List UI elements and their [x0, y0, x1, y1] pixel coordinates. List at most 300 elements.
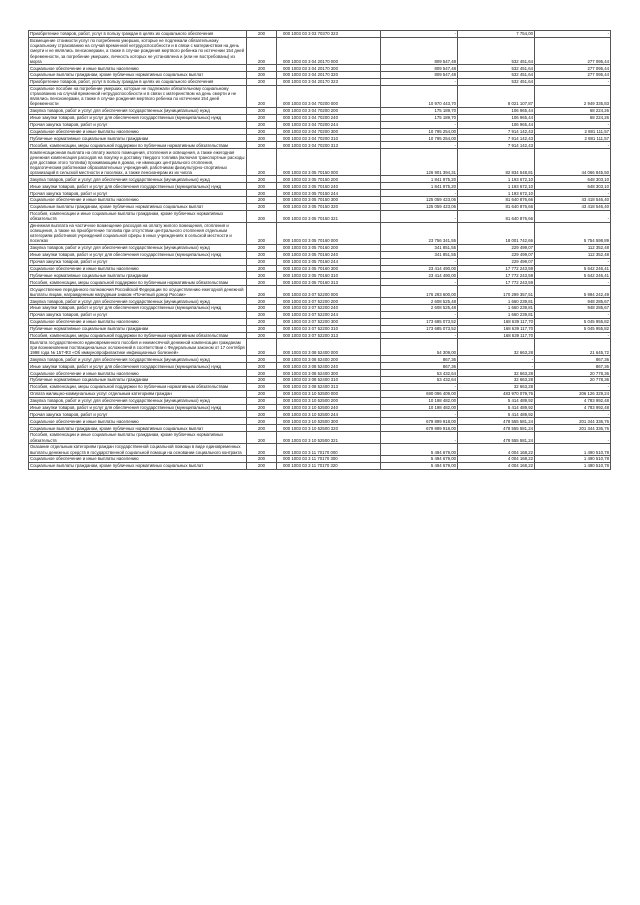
row-code-cell: 200 — [247, 251, 277, 258]
row-name-cell: Иные закупки товаров, работ и услуг для обеспечения государственных (муниципальных) нужд — [29, 251, 247, 258]
row-remaining-cell: - — [535, 78, 611, 85]
row-remaining-cell: 112 352,48 — [535, 244, 611, 251]
row-code-cell: 200 — [247, 356, 277, 363]
row-name-cell: Пособия, компенсации, меры социальной поддержки по публичным нормативным обязательствам — [29, 142, 247, 149]
row-code-cell: 200 — [247, 85, 277, 107]
row-name-cell: Иные закупки товаров, работ и услуг для обеспечения государственных (муниципальных) нужд — [29, 404, 247, 411]
row-approved-cell: 10 198 482,00 — [381, 404, 458, 411]
row-executed-cell: 532 451,64 — [458, 72, 535, 79]
row-executed-cell: 483 970 079,76 — [458, 390, 535, 397]
row-code-cell: 200 — [247, 72, 277, 79]
table-row — [29, 128, 611, 135]
row-name-cell: Иные закупки товаров, работ и услуг для обеспечения государственных (муниципальных) нужд — [29, 183, 247, 190]
row-remaining-cell: 4 783 992,48 — [535, 397, 611, 404]
row-code-cell: 200 — [247, 107, 277, 114]
row-classification-cell: 000 1003 03 3 11 70170 300 — [277, 456, 381, 463]
row-classification-cell: 000 1003 03 3 04 70200 313 — [277, 142, 381, 149]
row-code-cell: 200 — [247, 114, 277, 121]
row-remaining-cell: 1 490 510,78 — [535, 444, 611, 456]
row-approved-cell: - — [381, 210, 458, 222]
row-classification-cell: 000 1003 03 3 10 52500 200 — [277, 397, 381, 404]
table-row — [29, 121, 611, 128]
row-classification-cell: 000 1003 03 3 10 52500 321 — [277, 432, 381, 444]
row-name-cell: Прочая закупка товаров, работ и услуг — [29, 121, 247, 128]
row-name-cell: Закупка товаров, работ и услуг для обеспечения государственных (муниципальных) нужд — [29, 176, 247, 183]
row-executed-cell: 229 499,07 — [458, 258, 535, 265]
row-code-cell: 200 — [247, 183, 277, 190]
row-classification-cell: 000 1003 03 3 05 70150 321 — [277, 210, 381, 222]
row-classification-cell: 000 1003 03 3 08 52400 000 — [277, 339, 381, 356]
row-executed-cell: 17 772 243,59 — [458, 279, 535, 286]
row-executed-cell: 32 663,28 — [458, 377, 535, 384]
budget-execution-table — [28, 30, 611, 470]
row-approved-cell: 53 432,64 — [381, 370, 458, 377]
row-name-cell: Иные закупки товаров, работ и услуг для обеспечения государственных (муниципальных) нужд — [29, 305, 247, 312]
row-approved-cell: 175 189,70 — [381, 114, 458, 121]
row-classification-cell: 000 1003 03 3 05 70150 300 — [277, 197, 381, 204]
row-code-cell: 200 — [247, 456, 277, 463]
row-approved-cell: - — [381, 258, 458, 265]
row-name-cell: Закупка товаров, работ и услуг для обеспечения государственных (муниципальных) нужд — [29, 244, 247, 251]
table-row — [29, 318, 611, 325]
table-row — [29, 311, 611, 318]
row-classification-cell: 000 1003 03 3 05 70150 240 — [277, 183, 381, 190]
row-code-cell: 200 — [247, 78, 277, 85]
row-classification-cell: 000 1003 03 3 03 70370 323 — [277, 31, 381, 38]
row-remaining-cell: 948 285,67 — [535, 305, 611, 312]
table-row — [29, 462, 611, 469]
row-approved-cell: 2 608 525,48 — [381, 298, 458, 305]
row-classification-cell: 000 1003 03 3 08 52400 310 — [277, 377, 381, 384]
row-name-cell: Социальное обеспечение и иные выплаты населению — [29, 128, 247, 135]
table-row — [29, 404, 611, 411]
row-executed-cell: - — [458, 356, 535, 363]
row-name-cell: Социальные выплаты гражданам, кроме публичных нормативных социальных выплат — [29, 72, 247, 79]
row-classification-cell: 000 1003 03 3 05 70150 000 — [277, 149, 381, 176]
row-name-cell: Закупка товаров, работ и услуг для обеспечения государственных (муниципальных) нужд — [29, 397, 247, 404]
row-code-cell: 200 — [247, 203, 277, 210]
row-remaining-cell: 43 418 546,40 — [535, 203, 611, 210]
row-executed-cell: 170 299 357,51 — [458, 286, 535, 298]
row-executed-cell: 1 193 672,10 — [458, 190, 535, 197]
row-name-cell: Социальное обеспечение и иные выплаты населению — [29, 370, 247, 377]
row-remaining-cell: 5 045 955,82 — [535, 325, 611, 332]
table-row — [29, 339, 611, 356]
row-remaining-cell: - — [535, 311, 611, 318]
row-executed-cell: 4 004 168,22 — [458, 456, 535, 463]
row-classification-cell: 000 1003 03 3 04 70200 200 — [277, 107, 381, 114]
row-classification-cell: 000 1003 03 3 07 52200 313 — [277, 332, 381, 339]
row-name-cell: Иные закупки товаров, работ и услуг для обеспечения государственных (муниципальных) нужд — [29, 363, 247, 370]
row-approved-cell: 2 608 525,48 — [381, 305, 458, 312]
row-classification-cell: 000 1003 03 3 07 52200 200 — [277, 298, 381, 305]
table-row — [29, 397, 611, 404]
row-approved-cell: - — [381, 332, 458, 339]
row-remaining-cell: 867,36 — [535, 356, 611, 363]
row-executed-cell: 32 663,28 — [458, 383, 535, 390]
row-remaining-cell: 68 224,26 — [535, 107, 611, 114]
row-code-cell: 200 — [247, 31, 277, 38]
row-code-cell: 200 — [247, 128, 277, 135]
row-name-cell: Пособия, компенсации и иные социальные выплаты гражданам, кроме публичных нормативных обязательств — [29, 432, 247, 444]
row-executed-cell: 4 004 168,22 — [458, 462, 535, 469]
row-approved-cell: 867,36 — [381, 356, 458, 363]
row-name-cell: Пособия, компенсации, меры социальной поддержки по публичным нормативным обязательствам — [29, 383, 247, 390]
row-name-cell: Социальные выплаты гражданам, кроме публичных нормативных социальных выплат — [29, 203, 247, 210]
row-name-cell: Публичные нормативные социальные выплаты гражданам — [29, 135, 247, 142]
row-remaining-cell: - — [535, 332, 611, 339]
row-approved-cell: - — [381, 78, 458, 85]
row-executed-cell: 32 663,28 — [458, 370, 535, 377]
row-name-cell: Прочая закупка товаров, работ и услуг — [29, 190, 247, 197]
row-name-cell: Выплата государственного единовременного пособия и ежемесячной денежной компенсации гражданам при возникновении поствакцинальных осложнений в соответствии с Федеральным законом от 17 сентября 1998 года № 157-ФЗ «Об иммунопрофилактике инфекционных болезней» — [30, 339, 245, 355]
table-row — [29, 31, 611, 38]
table-row — [29, 363, 611, 370]
row-remaining-cell: 2 949 335,83 — [535, 85, 611, 107]
row-approved-cell: 173 685 073,52 — [381, 318, 458, 325]
row-executed-cell: 1 660 239,81 — [458, 298, 535, 305]
row-code-cell: 200 — [247, 377, 277, 384]
table-row — [29, 251, 611, 258]
row-remaining-cell: 277 095,44 — [535, 65, 611, 72]
row-code-cell: 200 — [247, 418, 277, 425]
row-remaining-cell: 1 490 510,78 — [535, 462, 611, 469]
row-classification-cell: 000 1003 03 3 05 70160 000 — [277, 222, 381, 244]
row-approved-cell: - — [381, 432, 458, 444]
row-name-cell: Социальное обеспечение и иные выплаты населению — [29, 456, 247, 463]
row-executed-cell: 7 754,00 — [458, 31, 535, 38]
row-code-cell: 200 — [247, 190, 277, 197]
row-code-cell: 200 — [247, 404, 277, 411]
row-approved-cell: 23 756 341,55 — [381, 222, 458, 244]
row-classification-cell: 000 1003 03 3 11 70170 320 — [277, 462, 381, 469]
row-code-cell: 200 — [247, 65, 277, 72]
row-classification-cell: 000 1003 03 3 05 70160 300 — [277, 265, 381, 272]
row-executed-cell: 478 555 581,24 — [458, 425, 535, 432]
row-executed-cell: 1 660 239,81 — [458, 305, 535, 312]
row-approved-cell: 10 795 254,00 — [381, 135, 458, 142]
row-approved-cell: 679 899 918,00 — [381, 418, 458, 425]
row-executed-cell: 7 914 142,43 — [458, 128, 535, 135]
row-approved-cell: 23 414 490,00 — [381, 272, 458, 279]
row-remaining-cell: 867,36 — [535, 363, 611, 370]
row-executed-cell: 82 834 548,81 — [458, 149, 535, 176]
table-row — [29, 332, 611, 339]
row-executed-cell: 7 914 142,43 — [458, 135, 535, 142]
table-row — [29, 244, 611, 251]
row-classification-cell: 000 1003 03 3 04 20170 000 — [277, 37, 381, 64]
row-classification-cell: 000 1003 03 3 11 70170 000 — [277, 444, 381, 456]
table-row — [29, 272, 611, 279]
row-approved-cell: 126 901 394,31 — [381, 149, 458, 176]
row-name-cell: Оказание отдельным категориям граждан государственной социальной помощи в виде единовременных выплаты денежных средств в государственной социальной помощи на основании социального контракта — [29, 444, 247, 456]
table-row — [29, 456, 611, 463]
row-approved-cell: - — [381, 121, 458, 128]
row-name-cell: Социальные выплаты гражданам, кроме публичных нормативных социальных выплат — [29, 462, 247, 469]
row-executed-cell: 4 004 168,22 — [458, 444, 535, 456]
row-executed-cell: 8 021 107,87 — [458, 85, 535, 107]
row-classification-cell: 000 1003 03 3 08 52400 200 — [277, 356, 381, 363]
row-executed-cell: 168 639 117,70 — [458, 332, 535, 339]
row-name-cell: Закупка товаров, работ и услуг для обеспечения государственных (муниципальных) нужд — [29, 298, 247, 305]
row-remaining-cell: 5 642 246,41 — [535, 272, 611, 279]
row-approved-cell: 23 414 490,00 — [381, 265, 458, 272]
row-classification-cell: 000 1003 03 3 04 70200 300 — [277, 128, 381, 135]
row-executed-cell: 532 451,64 — [458, 37, 535, 64]
row-approved-cell: - — [381, 311, 458, 318]
row-classification-cell: 000 1003 03 3 04 70200 000 — [277, 85, 381, 107]
row-remaining-cell: 112 352,48 — [535, 251, 611, 258]
row-code-cell: 200 — [247, 272, 277, 279]
row-approved-cell: 10 970 443,70 — [381, 85, 458, 107]
row-remaining-cell: 948 285,67 — [535, 298, 611, 305]
row-code-cell: 200 — [247, 425, 277, 432]
row-executed-cell: 7 914 142,43 — [458, 142, 535, 149]
table-row — [29, 390, 611, 397]
row-executed-cell: 478 555 581,24 — [458, 432, 535, 444]
row-executed-cell: 1 660 239,81 — [458, 311, 535, 318]
row-code-cell: 200 — [247, 197, 277, 204]
row-classification-cell: 000 1003 03 3 10 52500 244 — [277, 411, 381, 418]
row-name-cell: Возмещение стоимости услуг по погребению умерших, которые не подлежали обязательному социальному страхованию на случай временной нетрудоспособности и в связи с материнством на день смерти и не являлись пенсионерами, а также в случае рождения мертвого ребенка по истечении 154 дней беременности, за погребение умерших, личность которых не установлена и (или не востребованы) из морга — [29, 37, 247, 64]
row-classification-cell: 000 1003 03 3 10 52500 300 — [277, 418, 381, 425]
row-remaining-cell: 201 344 336,76 — [535, 418, 611, 425]
row-approved-cell: 867,36 — [381, 363, 458, 370]
row-classification-cell: 000 1003 03 3 05 70150 200 — [277, 176, 381, 183]
row-approved-cell: 809 547,48 — [381, 65, 458, 72]
table-row — [29, 418, 611, 425]
row-approved-cell: 690 096 409,00 — [381, 390, 458, 397]
row-approved-cell: - — [381, 31, 458, 38]
row-code-cell: 200 — [247, 244, 277, 251]
row-classification-cell: 000 1003 03 3 05 70150 244 — [277, 190, 381, 197]
row-remaining-cell: 1 490 510,78 — [535, 456, 611, 463]
row-name-cell: Компенсационная выплата на оплату жилого помещения, отопления и освещения, а также ежегодная денежная компенсация расходов на покупку и доставку твердого топлива (включая транспортные расходы для доставки этого топлива) проживающим в домах, не имеющих центрального отопления, педагогическим работникам образовательных учреждений, работникам физкультурно-спортивных организаций в сельской местности и поселках, а также пенсионерам из их числа — [29, 149, 247, 176]
table-row — [29, 37, 611, 64]
row-classification-cell: 000 1003 03 3 05 70160 244 — [277, 258, 381, 265]
row-code-cell: 200 — [247, 390, 277, 397]
row-remaining-cell: - — [535, 31, 611, 38]
table-row — [29, 210, 611, 222]
table-row — [29, 377, 611, 384]
row-approved-cell: 125 059 423,06 — [381, 197, 458, 204]
row-approved-cell: 54 309,00 — [381, 339, 458, 356]
table-row — [29, 383, 611, 390]
row-remaining-cell: 5 994 242,49 — [535, 286, 611, 298]
row-executed-cell: 81 640 876,66 — [458, 203, 535, 210]
row-classification-cell: 000 1003 03 3 04 20170 320 — [277, 72, 381, 79]
row-remaining-cell: 44 066 845,50 — [535, 149, 611, 176]
row-remaining-cell: - — [535, 279, 611, 286]
row-name-cell: Закупка товаров, работ и услуг для обеспечения государственных (муниципальных) нужд — [29, 107, 247, 114]
table-row — [29, 107, 611, 114]
row-name-cell: Социальное пособие на погребение умерших, которые не подлежали обязательному социальному страхованию на случай временной нетрудоспособности и в связи с материнством на день смерти и не являлись пенсионерами, а также в случае рождения мертвого ребенка по истечении 154 дней беременности — [29, 85, 247, 107]
row-remaining-cell: 201 344 336,76 — [535, 425, 611, 432]
row-name-cell: Иные закупки товаров, работ и услуг для обеспечения государственных (муниципальных) нужд — [29, 114, 247, 121]
row-classification-cell: 000 1003 03 3 04 70200 240 — [277, 114, 381, 121]
row-name-cell: Публичные нормативные социальные выплаты гражданам — [29, 272, 247, 279]
row-approved-cell: 341 851,55 — [381, 244, 458, 251]
row-remaining-cell: - — [535, 383, 611, 390]
row-executed-cell: 1 193 672,10 — [458, 176, 535, 183]
row-executed-cell: - — [458, 363, 535, 370]
row-name-cell: Пособия, компенсации, меры социальной поддержки по публичным нормативным обязательствам — [29, 279, 247, 286]
row-remaining-cell: 277 095,44 — [535, 72, 611, 79]
row-code-cell: 200 — [247, 411, 277, 418]
table-row — [29, 265, 611, 272]
row-name-cell: Приобретение товаров, работ, услуг в пользу граждан в целях их социального обеспечения — [29, 78, 247, 85]
table-row — [29, 411, 611, 418]
row-approved-cell: 125 059 423,06 — [381, 203, 458, 210]
row-remaining-cell: 5 045 955,82 — [535, 318, 611, 325]
row-classification-cell: 000 1003 03 3 07 52200 244 — [277, 311, 381, 318]
row-code-cell: 200 — [247, 370, 277, 377]
row-name-cell: Приобретение товаров, работ, услуг в пользу граждан в целях их социального обеспечения — [29, 31, 247, 38]
row-approved-cell: 10 198 482,00 — [381, 397, 458, 404]
row-name-cell: Социальные выплаты гражданам, кроме публичных нормативных социальных выплат — [29, 425, 247, 432]
row-remaining-cell: 648 303,10 — [535, 183, 611, 190]
row-name-cell: Прочая закупка товаров, работ и услуг — [29, 258, 247, 265]
row-remaining-cell: - — [535, 258, 611, 265]
table-row — [29, 85, 611, 107]
row-code-cell: 200 — [247, 305, 277, 312]
row-remaining-cell: 4 783 992,48 — [535, 404, 611, 411]
table-row — [29, 203, 611, 210]
row-executed-cell: 5 414 489,92 — [458, 397, 535, 404]
row-code-cell: 200 — [247, 135, 277, 142]
row-executed-cell: 168 639 117,70 — [458, 325, 535, 332]
row-executed-cell: 18 001 742,66 — [458, 222, 535, 244]
row-approved-cell: 679 899 918,00 — [381, 425, 458, 432]
row-approved-cell: 173 685 073,52 — [381, 325, 458, 332]
table-row — [29, 72, 611, 79]
row-classification-cell: 000 1003 03 3 05 70160 310 — [277, 272, 381, 279]
row-code-cell: 200 — [247, 397, 277, 404]
row-approved-cell: 10 795 254,00 — [381, 128, 458, 135]
row-code-cell: 200 — [247, 383, 277, 390]
row-executed-cell: 532 451,64 — [458, 78, 535, 85]
row-approved-cell: - — [381, 279, 458, 286]
row-code-cell: 200 — [247, 176, 277, 183]
table-row — [29, 298, 611, 305]
row-classification-cell: 000 1003 03 3 08 52400 300 — [277, 370, 381, 377]
table-row — [29, 78, 611, 85]
table-row — [29, 305, 611, 312]
row-remaining-cell: 277 095,44 — [535, 37, 611, 64]
row-classification-cell: 000 1003 03 3 05 70160 200 — [277, 244, 381, 251]
row-executed-cell: 106 965,44 — [458, 114, 535, 121]
row-code-cell: 200 — [247, 298, 277, 305]
row-code-cell: 200 — [247, 311, 277, 318]
table-row — [29, 135, 611, 142]
table-row — [29, 183, 611, 190]
row-code-cell: 200 — [247, 258, 277, 265]
row-classification-cell: 000 1003 03 3 08 52400 240 — [277, 363, 381, 370]
table-row — [29, 432, 611, 444]
row-classification-cell: 000 1003 03 3 05 70160 240 — [277, 251, 381, 258]
row-approved-cell: - — [381, 142, 458, 149]
row-executed-cell: 532 451,64 — [458, 65, 535, 72]
row-remaining-cell: - — [535, 142, 611, 149]
row-code-cell: 200 — [247, 444, 277, 456]
table-row — [29, 190, 611, 197]
row-remaining-cell: 20 778,36 — [535, 370, 611, 377]
row-classification-cell: 000 1003 03 3 10 52500 000 — [277, 390, 381, 397]
row-executed-cell: 81 640 876,66 — [458, 197, 535, 204]
row-code-cell: 200 — [247, 325, 277, 332]
row-executed-cell: 106 965,44 — [458, 107, 535, 114]
row-executed-cell: 5 414 489,92 — [458, 404, 535, 411]
row-name-cell: Социальное обеспечение и иные выплаты населению — [29, 265, 247, 272]
row-name-cell: Прочая закупка товаров, работ и услуг — [29, 411, 247, 418]
row-name-cell: Денежная выплата на частичное возмещение расходов на оплату жилого помещения, отопления и освещения, а также на приобретение топлива при отсутствии центрального отопления отдельным категориям работников учреждений социальной сферы в иных учреждениях в сельской местности и поселках — [29, 222, 247, 244]
budget-report-page — [28, 30, 610, 470]
row-remaining-cell: 21 645,72 — [535, 339, 611, 356]
row-classification-cell: 000 1003 03 3 08 52400 313 — [277, 383, 381, 390]
row-executed-cell: 229 499,07 — [458, 244, 535, 251]
row-code-cell: 200 — [247, 279, 277, 286]
row-name-cell: Закупка товаров, работ и услуг для обеспечения государственных (муниципальных) нужд — [29, 356, 247, 363]
row-code-cell: 200 — [247, 286, 277, 298]
table-row — [29, 286, 611, 298]
row-classification-cell: 000 1003 03 3 04 70200 310 — [277, 135, 381, 142]
row-classification-cell: 000 1003 03 3 07 52200 310 — [277, 325, 381, 332]
row-remaining-cell: 5 642 246,41 — [535, 265, 611, 272]
row-executed-cell: 17 772 243,59 — [458, 265, 535, 272]
row-classification-cell: 000 1003 03 3 10 52500 320 — [277, 425, 381, 432]
row-remaining-cell: 5 754 598,89 — [535, 222, 611, 244]
row-name-cell: Социальное обеспечение и иные выплаты населению — [29, 197, 247, 204]
row-executed-cell: 478 555 581,24 — [458, 418, 535, 425]
table-body — [29, 31, 611, 470]
row-approved-cell: 341 851,55 — [381, 251, 458, 258]
row-classification-cell: 000 1003 03 3 10 52500 240 — [277, 404, 381, 411]
row-approved-cell: 809 547,48 — [381, 72, 458, 79]
row-classification-cell: 000 1003 03 3 04 20170 300 — [277, 65, 381, 72]
table-row — [29, 149, 611, 176]
row-approved-cell: 53 432,64 — [381, 377, 458, 384]
row-code-cell: 200 — [247, 37, 277, 64]
row-name-cell: Социальное обеспечение и иные выплаты населению — [29, 318, 247, 325]
row-approved-cell: 5 494 679,00 — [381, 456, 458, 463]
row-code-cell: 200 — [247, 121, 277, 128]
row-remaining-cell: 20 778,36 — [535, 377, 611, 384]
table-row — [29, 114, 611, 121]
row-remaining-cell: 2 881 111,57 — [535, 135, 611, 142]
table-row — [29, 222, 611, 244]
table-row — [29, 279, 611, 286]
row-remaining-cell: - — [535, 121, 611, 128]
row-approved-cell: 5 494 679,00 — [381, 444, 458, 456]
row-approved-cell: 175 189,70 — [381, 107, 458, 114]
row-name-cell: Социальное обеспечение и иные выплаты населению — [29, 65, 247, 72]
row-executed-cell: 17 772 243,59 — [458, 272, 535, 279]
row-remaining-cell: - — [535, 432, 611, 444]
row-executed-cell: 229 499,07 — [458, 251, 535, 258]
table-row — [29, 142, 611, 149]
row-remaining-cell: 2 881 111,57 — [535, 128, 611, 135]
row-code-cell: 200 — [247, 363, 277, 370]
table-row — [29, 65, 611, 72]
row-code-cell: 200 — [247, 339, 277, 356]
row-approved-cell: - — [381, 383, 458, 390]
row-approved-cell: 1 841 975,20 — [381, 176, 458, 183]
row-executed-cell: 106 965,44 — [458, 121, 535, 128]
table-row — [29, 425, 611, 432]
row-executed-cell: 5 414 489,92 — [458, 411, 535, 418]
row-approved-cell: - — [381, 190, 458, 197]
row-name-cell: Пособия, компенсации, меры социальной поддержки по публичным нормативным обязательствам — [29, 332, 247, 339]
